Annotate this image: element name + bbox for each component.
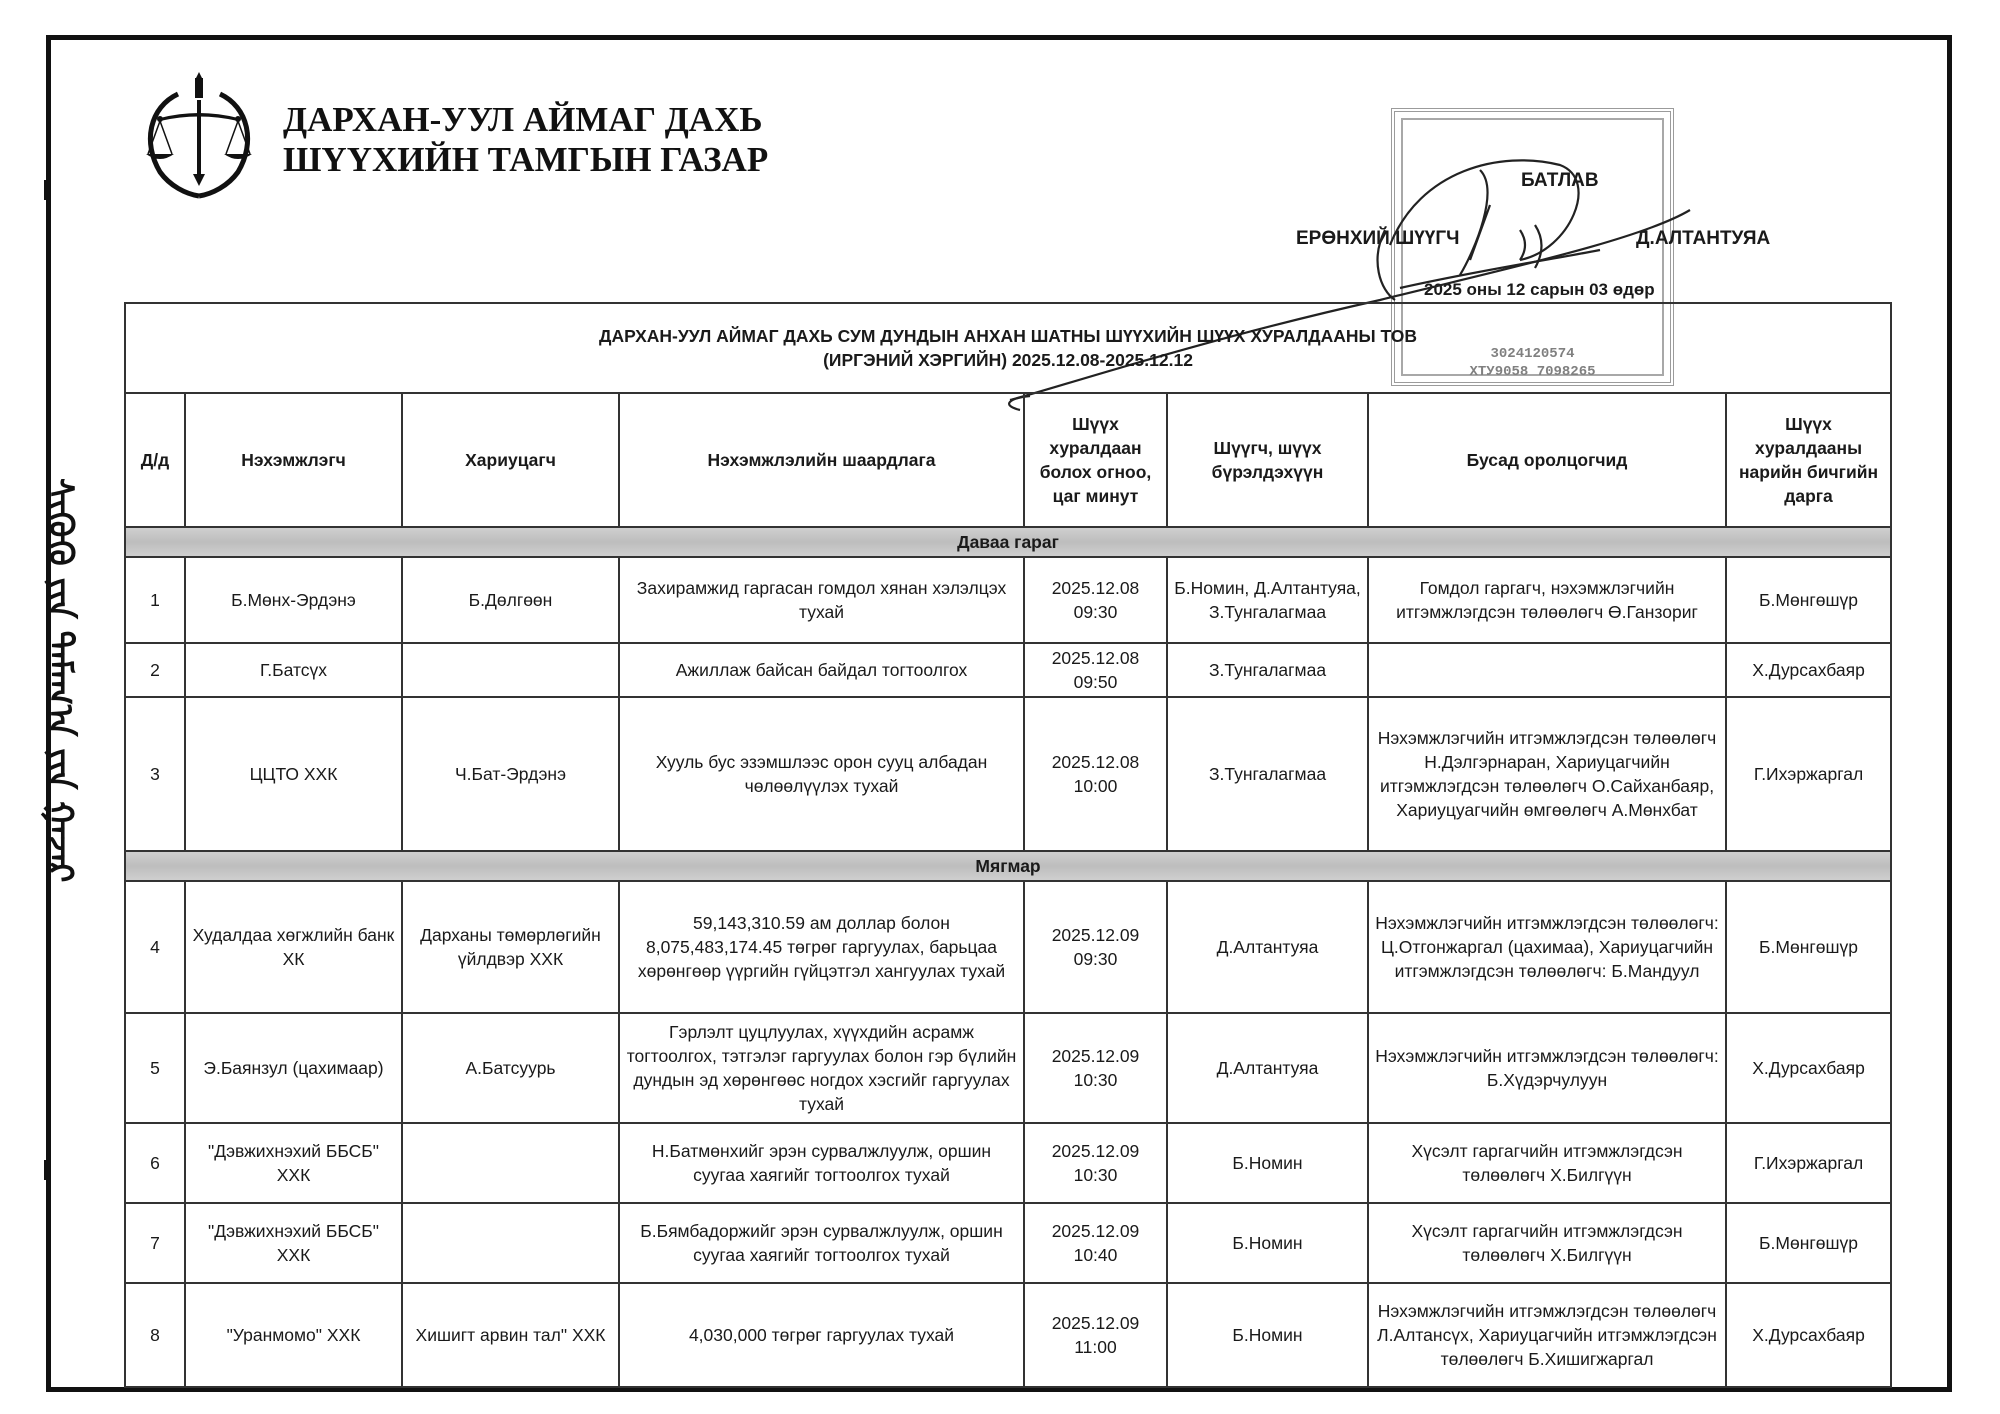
table-row <box>125 1203 1891 1283</box>
cell-number: 3 <box>125 697 185 851</box>
table-title-row <box>125 303 1891 393</box>
cell-clerk: Б.Мөнгөшүр <box>1726 1203 1891 1283</box>
cell-others: Гомдол гаргагч, нэхэмжлэгчийн итгэмжлэгдсэн төлөөлөгч Ө.Ганзориг <box>1368 557 1726 643</box>
column-header-judge: Шүүгч, шүүх бүрэлдэхүүн <box>1167 393 1368 527</box>
margin-bar-bottom <box>44 1160 50 1180</box>
cell-datetime <box>1024 1123 1167 1203</box>
cell-plaintiff: "Дэвжихнэхий ББСБ" ХХК <box>185 1123 402 1203</box>
cell-time: 09:30 <box>1073 949 1118 969</box>
cell-claim: Хууль бус эзэмшлээс орон сууц албадан чөлөөлүүлэх тухай <box>619 697 1024 851</box>
column-header-defendant: Хариуцагч <box>402 393 619 527</box>
cell-others: Нэхэмжлэгчийн итгэмжлэгдсэн төлөөлөгч: Ц.Отгонжаргал (цахимаа), Хариуцагчийн итгэмжлэгдсэн төлөөлөгч: Б.Мандуул <box>1368 881 1726 1013</box>
cell-datetime <box>1024 881 1167 1013</box>
cell-date: 2025.12.08 <box>1051 578 1140 598</box>
table-row <box>125 1013 1891 1123</box>
cell-defendant: Хишигт арвин тал" ХХК <box>402 1283 619 1387</box>
cell-number: 1 <box>125 557 185 643</box>
cell-defendant: Ч.Бат-Эрдэнэ <box>402 697 619 851</box>
court-scales-emblem-icon <box>138 72 260 200</box>
cell-defendant: Дарханы төмөрлөгийн үйлдвэр ХХК <box>402 881 619 1013</box>
table-header-row <box>125 393 1891 527</box>
table-row <box>125 881 1891 1013</box>
cell-date: 2025.12.09 <box>1051 1046 1140 1066</box>
cell-date: 2025.12.09 <box>1051 925 1140 945</box>
cell-clerk: Г.Ихэржаргал <box>1726 697 1891 851</box>
cell-number: 7 <box>125 1203 185 1283</box>
cell-number: 2 <box>125 643 185 697</box>
table-row <box>125 643 1891 697</box>
table-row <box>125 1123 1891 1203</box>
cell-others: Нэхэмжлэгчийн итгэмжлэгдсэн төлөөлөгч Н.Дэлгэрнаран, Хариуцагчийн итгэмжлэгдсэн төлөөлөгч О.Сайханбаяр, Хариуцуагчийн өмгөөлөгч А.Мөнхбат <box>1368 697 1726 851</box>
table-title-line2: (ИРГЭНИЙ ХЭРГИЙН) 2025.12.08-2025.12.12 <box>823 350 1193 370</box>
cell-datetime <box>1024 557 1167 643</box>
table-row <box>125 557 1891 643</box>
cell-number: 4 <box>125 881 185 1013</box>
cell-time: 09:50 <box>1073 672 1118 692</box>
day-label: Даваа гараг <box>125 527 1891 557</box>
organization-title <box>283 100 768 180</box>
column-header-other-participants: Бусад оролцогчид <box>1368 393 1726 527</box>
cell-defendant: Б.Дөлгөөн <box>402 557 619 643</box>
chief-judge-role: ЕРӨНХИЙ ШҮҮГЧ <box>1296 228 1460 249</box>
organization-title-line2: ШҮҮХИЙН ТАМГЫН ГАЗАР <box>283 140 769 179</box>
cell-plaintiff: "Дэвжихнэхий ББСБ" ХХК <box>185 1203 402 1283</box>
cell-claim: Ажиллаж байсан байдал тогтоолгох <box>619 643 1024 697</box>
cell-defendant <box>402 643 619 697</box>
cell-plaintiff: Э.Баянзул (цахимаар) <box>185 1013 402 1123</box>
cell-plaintiff: Худалдаа хөгжлийн банк ХК <box>185 881 402 1013</box>
cell-others <box>1368 643 1726 697</box>
cell-judge: Д.Алтантуяа <box>1167 881 1368 1013</box>
cell-time: 10:40 <box>1073 1245 1118 1265</box>
day-row-tuesday <box>125 851 1891 881</box>
cell-plaintiff: Б.Мөнх-Эрдэнэ <box>185 557 402 643</box>
column-header-number: Д/д <box>125 393 185 527</box>
cell-time: 09:30 <box>1073 602 1118 622</box>
cell-clerk: Х.Дурсахбаяр <box>1726 1283 1891 1387</box>
cell-plaintiff: Г.Батсүх <box>185 643 402 697</box>
cell-time: 10:30 <box>1073 1070 1118 1090</box>
cell-date: 2025.12.09 <box>1051 1313 1140 1333</box>
table-row <box>125 697 1891 851</box>
column-header-datetime: Шүүх хуралдаан болох огноо, цаг минут <box>1024 393 1167 527</box>
mongolian-script-text: ᠰᠢᠭᠦᠬᠦ ᠶᠢᠨ ᠲᠠᠮᠠᠭ᠎ᠠ ᠶᠢᠨ ᠭᠠᠵᠠᠷ <box>40 477 80 883</box>
cell-clerk: Х.Дурсахбаяр <box>1726 643 1891 697</box>
cell-judge: Б.Номин <box>1167 1123 1368 1203</box>
cell-time: 10:00 <box>1073 776 1118 796</box>
cell-claim: 4,030,000 төгрөг гаргуулах тухай <box>619 1283 1024 1387</box>
cell-others: Нэхэмжлэгчийн итгэмжлэгдсэн төлөөлөгч: Б.Хүдэрчулуун <box>1368 1013 1726 1123</box>
cell-claim: 59,143,310.59 ам доллар болон 8,075,483,174.45 төгрөг гаргуулах, барьцаа хөрөнгөөр үүргийн гүйцэтгэл хангуулах тухай <box>619 881 1024 1013</box>
cell-judge: Б.Номин, Д.Алтантуяа, З.Тунгалагмаа <box>1167 557 1368 643</box>
cell-number: 6 <box>125 1123 185 1203</box>
hearing-schedule-table <box>124 302 1892 1388</box>
cell-others: Хүсэлт гаргагчийн итгэмжлэгдсэн төлөөлөгч Х.Билгүүн <box>1368 1123 1726 1203</box>
cell-clerk: Б.Мөнгөшүр <box>1726 557 1891 643</box>
cell-claim: Гэрлэлт цуцлуулах, хүүхдийн асрамж тогтоолгох, тэтгэлэг гаргуулах болон гэр бүлийн дундын эд хөрөнгөөс ногдох хэсгийг гаргуулах тухай <box>619 1013 1024 1123</box>
stamp-number-2: ХТУ9058 7098265 <box>1469 364 1596 380</box>
approval-date: 2025 оны 12 сарын 03 өдөр <box>1424 280 1655 299</box>
margin-bar-top <box>44 180 50 200</box>
cell-claim: Б.Бямбадоржийг эрэн сурвалжлуулж, оршин суугаа хаягийг тогтоолгох тухай <box>619 1203 1024 1283</box>
cell-datetime <box>1024 1203 1167 1283</box>
cell-judge: Б.Номин <box>1167 1283 1368 1387</box>
cell-clerk: Г.Ихэржаргал <box>1726 1123 1891 1203</box>
cell-others: Хүсэлт гаргагчийн итгэмжлэгдсэн төлөөлөгч Х.Билгүүн <box>1368 1203 1726 1283</box>
cell-date: 2025.12.09 <box>1051 1141 1140 1161</box>
cell-clerk: Х.Дурсахбаяр <box>1726 1013 1891 1123</box>
cell-plaintiff: "Уранмомо" ХХК <box>185 1283 402 1387</box>
cell-defendant <box>402 1203 619 1283</box>
cell-datetime <box>1024 1283 1167 1387</box>
cell-datetime <box>1024 643 1167 697</box>
day-label: Мягмар <box>125 851 1891 881</box>
cell-time: 10:30 <box>1073 1165 1118 1185</box>
cell-claim: Захирамжид гаргасан гомдол хянан хэлэлцэх тухай <box>619 557 1024 643</box>
approved-label: БАТЛАВ <box>1521 170 1599 191</box>
cell-claim: Н.Батмөнхийг эрэн сурвалжлуулж, оршин суугаа хаягийг тогтоолгох тухай <box>619 1123 1024 1203</box>
cell-defendant: А.Батсуурь <box>402 1013 619 1123</box>
stamp-number-1: 3024120574 <box>1490 346 1575 362</box>
cell-judge: Д.Алтантуяа <box>1167 1013 1368 1123</box>
cell-judge: З.Тунгалагмаа <box>1167 697 1368 851</box>
cell-datetime <box>1024 1013 1167 1123</box>
cell-judge: З.Тунгалагмаа <box>1167 643 1368 697</box>
organization-title-line1: ДАРХАН-УУЛ АЙМАГ ДАХЬ <box>283 100 763 139</box>
cell-defendant <box>402 1123 619 1203</box>
cell-judge: Б.Номин <box>1167 1203 1368 1283</box>
day-row-monday <box>125 527 1891 557</box>
cell-number: 8 <box>125 1283 185 1387</box>
cell-date: 2025.12.09 <box>1051 1221 1140 1241</box>
table-title <box>125 303 1891 393</box>
column-header-clerk: Шүүх хуралдааны нарийн бичгийн дарга <box>1726 393 1891 527</box>
table-row <box>125 1283 1891 1387</box>
table-title-line1: ДАРХАН-УУЛ АЙМАГ ДАХЬ СУМ ДУНДЫН АНХАН ШАТНЫ ШҮҮХИЙН ШҮҮХ ХУРАЛДААНЫ ТОВ <box>599 326 1418 346</box>
cell-plaintiff: ЦЦТО ХХК <box>185 697 402 851</box>
cell-datetime <box>1024 697 1167 851</box>
cell-others: Нэхэмжлэгчийн итгэмжлэгдсэн төлөөлөгч Л.Алтансүх, Хариуцагчийн итгэмжлэгдсэн төлөөлөгч Б.Хишигжаргал <box>1368 1283 1726 1387</box>
cell-date: 2025.12.08 <box>1051 752 1140 772</box>
column-header-plaintiff: Нэхэмжлэгч <box>185 393 402 527</box>
cell-number: 5 <box>125 1013 185 1123</box>
cell-time: 11:00 <box>1074 1337 1117 1357</box>
cell-date: 2025.12.08 <box>1051 648 1140 668</box>
cell-clerk: Б.Мөнгөшүр <box>1726 881 1891 1013</box>
column-header-claim: Нэхэмжлэлийн шаардлага <box>619 393 1024 527</box>
chief-judge-name: Д.АЛТАНТУЯА <box>1636 228 1771 249</box>
mongolian-script-margin <box>0 180 100 1180</box>
